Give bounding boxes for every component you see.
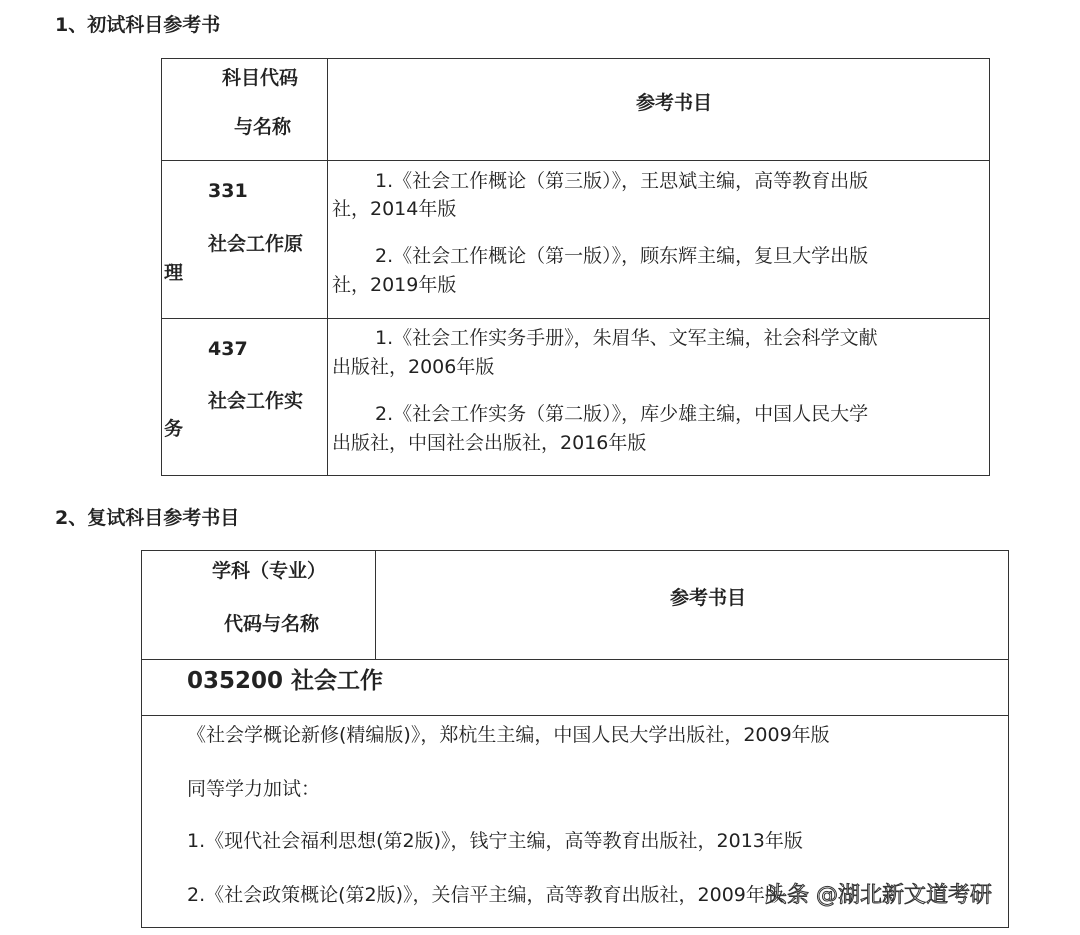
book-line: 1.《现代社会福利思想(第2版)》，钱宁主编，高等教育出版社，2013年版 — [187, 830, 803, 852]
book-line: 2.《社会政策概论(第2版)》，关信平主编，高等教育出版社，2009年版 — [187, 884, 784, 906]
book-line: 出版社，中国社会出版社，2016年版 — [332, 432, 647, 454]
header-books: 参考书目 — [636, 92, 713, 114]
subject-name-cont: 务 — [164, 418, 184, 440]
subject-name-cont: 理 — [164, 262, 184, 284]
book-line: 1.《社会工作实务手册》，朱眉华、文军主编，社会科学文献 — [375, 327, 878, 349]
watermark: 头条 @湖北新文道考研 — [765, 883, 992, 908]
major-title: 035200 社会工作 — [187, 668, 384, 694]
subject-name: 社会工作原 — [208, 233, 304, 255]
book-line: 《社会学概论新修(精编版)》，郑杭生主编，中国人民大学出版社，2009年版 — [187, 724, 830, 746]
divider — [141, 715, 1009, 716]
divider — [161, 160, 990, 161]
extra-test-label: 同等学力加试： — [187, 778, 321, 800]
book-line: 1.《社会工作概论（第三版）》，王思斌主编，高等教育出版 — [375, 170, 869, 192]
header-code-name-2: 与名称 — [234, 116, 292, 138]
book-line: 2.《社会工作实务（第二版）》，库少雄主编，中国人民大学 — [375, 403, 869, 425]
book-line: 社，2014年版 — [332, 198, 457, 220]
section1-title: 1、初试科目参考书 — [55, 14, 221, 36]
book-line: 2.《社会工作概论（第一版）》，顾东辉主编，复旦大学出版 — [375, 245, 869, 267]
subject-code: 331 — [208, 180, 248, 202]
section2-title: 2、复试科目参考书目 — [55, 507, 240, 529]
divider — [327, 58, 328, 476]
divider — [141, 659, 1009, 660]
header-books: 参考书目 — [670, 587, 747, 609]
book-line: 社，2019年版 — [332, 274, 457, 296]
header-code-name: 代码与名称 — [224, 613, 320, 635]
header-code-name: 科目代码 — [222, 67, 299, 89]
book-line: 出版社，2006年版 — [332, 356, 495, 378]
subject-code: 437 — [208, 338, 248, 360]
header-discipline: 学科（专业） — [212, 560, 327, 582]
divider — [161, 318, 990, 319]
subject-name: 社会工作实 — [208, 390, 304, 412]
divider — [375, 550, 376, 659]
